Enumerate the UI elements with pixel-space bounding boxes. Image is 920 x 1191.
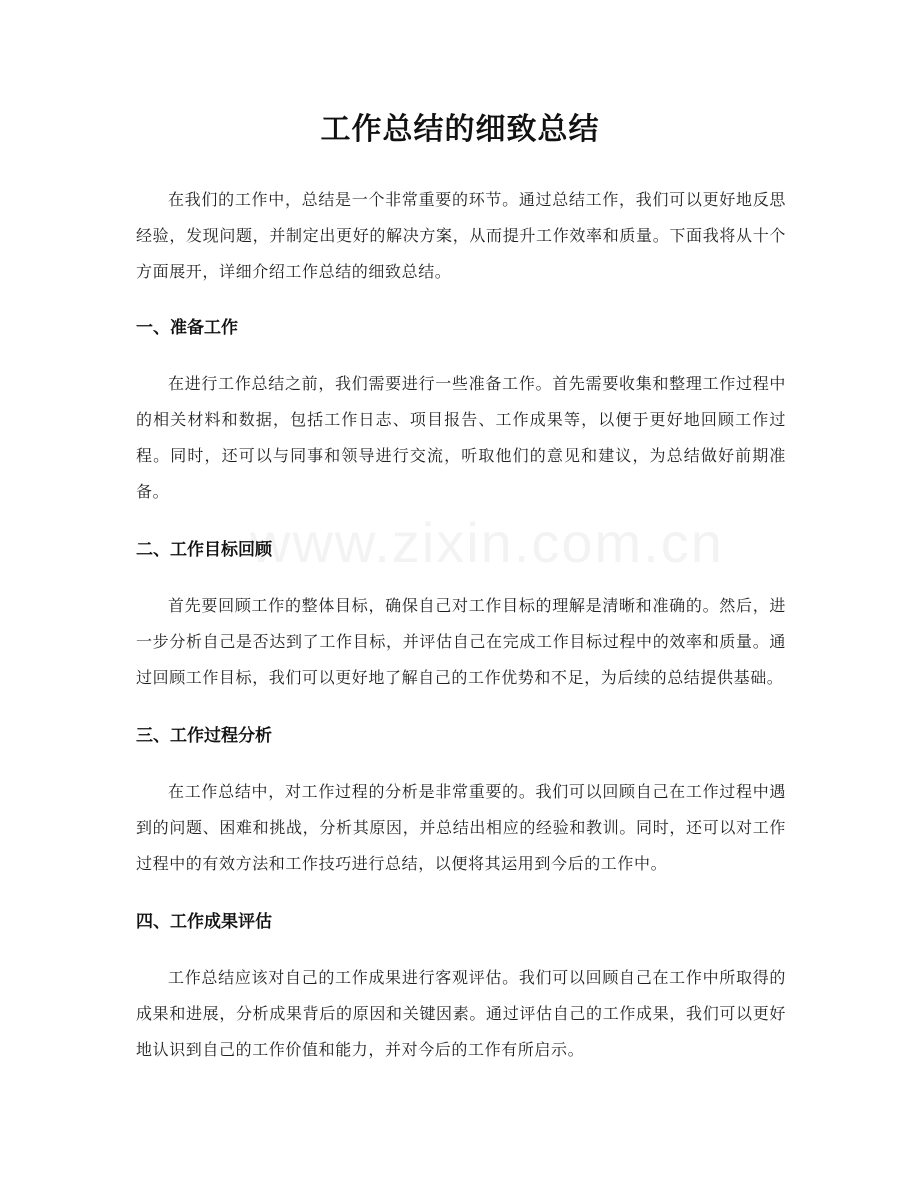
section-paragraph-result-evaluation: 工作总结应该对自己的工作成果进行客观评估。我们可以回顾自己在工作中所取得的成果和进展，分析成果背后的原因和关键因素。通过评估自己的工作成果，我们可以更好地认识到自己的工作价值和能力，并对今后的工作有所启示。 bbox=[136, 968, 786, 1059]
intro-paragraph: 在我们的工作中，总结是一个非常重要的环节。通过总结工作，我们可以更好地反思经验，发现问题，并制定出更好的解决方案，从而提升工作效率和质量。下面我将从十个方面展开，详细介绍工作总结的细致总结。 bbox=[136, 190, 786, 281]
section-heading-preparation: 一、准备工作 bbox=[136, 318, 238, 338]
section-heading-result-evaluation: 四、工作成果评估 bbox=[136, 912, 272, 932]
section-heading-process-analysis: 三、工作过程分析 bbox=[136, 726, 272, 746]
section-paragraph-preparation: 在进行工作总结之前，我们需要进行一些准备工作。首先需要收集和整理工作过程中的相关材料和数据，包括工作日志、项目报告、工作成果等，以便于更好地回顾工作过程。同时，还可以与同事和领导进行交流，听取他们的意见和建议，为总结做好前期准备。 bbox=[136, 374, 786, 501]
section-heading-goal-review: 二、工作目标回顾 bbox=[136, 540, 272, 560]
section-paragraph-goal-review: 首先要回顾工作的整体目标，确保自己对工作目标的理解是清晰和准确的。然后，进一步分析自己是否达到了工作目标，并评估自己在完成工作目标过程中的效率和质量。通过回顾工作目标，我们可以更好地了解自己的工作优势和不足，为后续的总结提供基础。 bbox=[136, 596, 786, 687]
watermark: www.zixin.com.cn bbox=[250, 511, 724, 574]
document-body bbox=[136, 182, 786, 1068]
section-paragraph-process-analysis: 在工作总结中，对工作过程的分析是非常重要的。我们可以回顾自己在工作过程中遇到的问题、困难和挑战，分析其原因，并总结出相应的经验和教训。同时，还可以对工作过程中的有效方法和工作技巧进行总结，以便将其运用到今后的工作中。 bbox=[136, 782, 786, 873]
document-title: 工作总结的细致总结 bbox=[320, 112, 600, 147]
